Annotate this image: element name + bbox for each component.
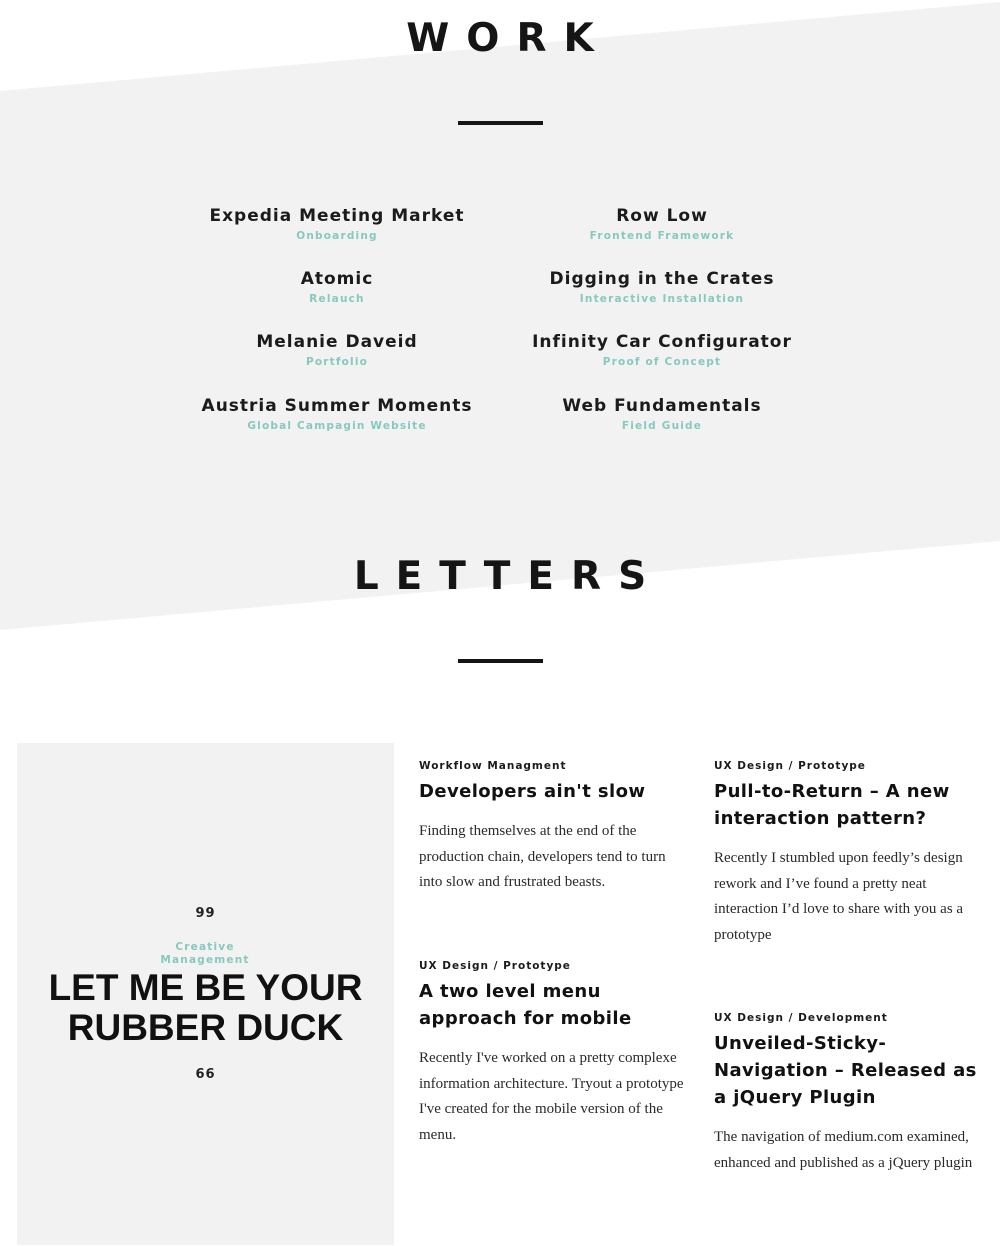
letter-post[interactable]: [419, 759, 679, 896]
work-divider: [458, 121, 543, 125]
post-title[interactable]: A two level menu approach for mobile: [419, 981, 632, 1029]
project-name[interactable]: Web Fundamentals: [562, 396, 762, 416]
post-excerpt: The navigation of medium.com examined, enhanced and published as a jQuery plugin: [714, 1129, 973, 1171]
project-category: Relauch: [309, 293, 365, 305]
project-infinity-car-configurator[interactable]: [502, 331, 822, 370]
project-digging-in-the-crates[interactable]: [502, 268, 822, 307]
project-name[interactable]: Melanie Daveid: [256, 332, 418, 352]
post-excerpt: Recently I've worked on a pretty complexe information architecture. Tryout a prototype I've created for the mobile version of the menu.: [419, 1050, 684, 1143]
post-category: UX Design / Development: [714, 1012, 888, 1024]
project-category: Global Campagin Website: [247, 420, 427, 432]
project-category: Portfolio: [305, 356, 369, 368]
post-excerpt: Finding themselves at the end of the production chain, developers tend to turn into slow and frustrated beasts.: [419, 823, 666, 890]
project-category: Interactive Installation: [579, 293, 745, 305]
letter-post[interactable]: [714, 759, 979, 948]
letters-heading: LETTERS: [353, 554, 664, 599]
featured-letter-card[interactable]: [17, 743, 394, 1245]
project-category: Frontend Framework: [589, 230, 735, 242]
post-title[interactable]: Pull-to-Return – A new interaction pattern?: [714, 781, 950, 829]
project-austria-summer-moments[interactable]: [177, 395, 497, 434]
project-name[interactable]: Infinity Car Configurator: [532, 332, 792, 352]
project-category: Field Guide: [621, 420, 703, 432]
featured-title[interactable]: LET ME BE YOUR RUBBER DUCK: [48, 967, 363, 1048]
featured-count-bottom: 66: [195, 1067, 216, 1082]
project-web-fundamentals[interactable]: [502, 395, 822, 434]
project-name[interactable]: Row Low: [616, 206, 708, 226]
post-category: UX Design / Prototype: [419, 960, 571, 972]
project-expedia-meeting-market[interactable]: [177, 205, 497, 244]
project-category: Proof of Concept: [602, 356, 722, 368]
post-category: UX Design / Prototype: [714, 760, 866, 772]
letters-divider: [458, 659, 543, 663]
project-melanie-daveid[interactable]: [177, 331, 497, 370]
project-category: Onboarding: [296, 230, 378, 242]
project-row-low[interactable]: [502, 205, 822, 244]
work-heading: WORK: [406, 16, 611, 61]
post-title[interactable]: Unveiled-Sticky-Navigation – Released as a jQuery Plugin: [714, 1033, 977, 1108]
post-title[interactable]: Developers ain't slow: [419, 781, 646, 802]
project-name[interactable]: Atomic: [300, 269, 374, 289]
letter-post[interactable]: [714, 1011, 979, 1176]
project-name[interactable]: Austria Summer Moments: [201, 396, 473, 416]
post-category: Workflow Managment: [419, 760, 567, 772]
post-excerpt: Recently I stumbled upon feedly’s design rework and I’ve found a pretty neat interaction I’d love to share with you as a prototype: [714, 850, 964, 943]
letter-post[interactable]: [419, 959, 689, 1148]
featured-count-top: 99: [195, 906, 216, 921]
project-name[interactable]: Expedia Meeting Market: [209, 206, 465, 226]
featured-category: Creative Management: [160, 941, 250, 966]
project-name[interactable]: Digging in the Crates: [549, 269, 775, 289]
project-atomic[interactable]: [177, 268, 497, 307]
